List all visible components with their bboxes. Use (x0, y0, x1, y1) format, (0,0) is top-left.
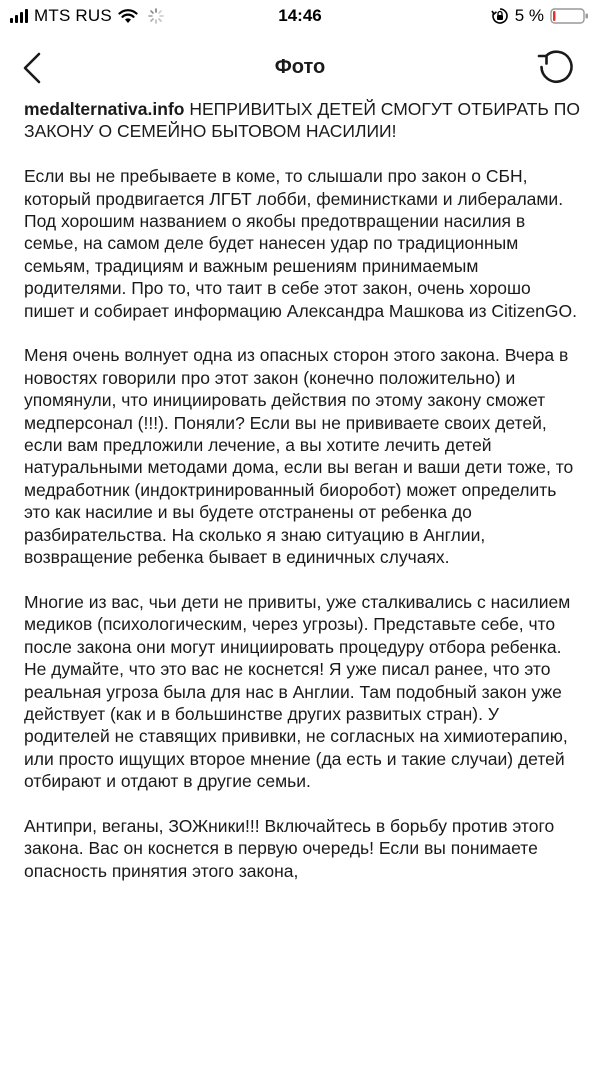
status-right (491, 6, 590, 26)
post-lead (24, 98, 580, 143)
refresh-button[interactable] (532, 44, 578, 90)
status-time: 14:46 (278, 6, 322, 25)
nav-bar (0, 34, 600, 102)
post-paragraph: Многие из вас, чьи дети не привиты, уже сталкивались с насилием медиков (психологическим, через угрозы). Представьте себе, что после закона они могут инициировать процедуру отбора ребенка. Не думайте, что это вас не коснется! Я уже писал ранее, что это реальная угроза была для нас в Англии. Там подобный закон уже действует (как и в большинстве других развитых стран). У родителей не ставящих прививки, не согласных на химиотерапию, или просто ищущих второе мнение (да есть и такие случаи) детей отбирают и отдают в другие семьи. (24, 591, 571, 792)
rotation-lock-icon (491, 7, 509, 25)
post-source-link[interactable]: medalternativa.info (24, 99, 185, 119)
page-title: Фото (274, 56, 326, 78)
battery-percent: 5 % (514, 6, 544, 25)
post-paragraph: Если вы не пребываете в коме, то слышали про закон о СБН, который продвигается ЛГБТ лобби, феминистками и либералами. Под хорошим названием о якобы предотвращении насилия в семье, на самом деле будет нанесен удар по традиционным семьям, традициям и важным решениям принимаемым родителями. Про то, что таит в себе этот закон, очень хорошо пишет и собирает информацию Александра Машкова из CitizenGO. (24, 166, 578, 321)
refresh-icon (535, 47, 575, 87)
status-bar (0, 0, 600, 34)
post-paragraph: Меня очень волнует одна из опасных сторон этого закона. Вчера в новостях говорили про этот закон (конечно положительно) и упомянули, что инициировать действия по этому закону сможет медперсонал (!!!). Поняли? Если вы не прививаете своих детей, если вам предложили лечение, а вы хотите лечить детей натуральными методами дома, если вы веган и ваши дети тоже, то медработник (индоктринированный биоробот) может определить это как насилие и вы будете отстранены от ребенка до разбирательства. На сколько я знаю ситуацию в Англии, возвращение ребенка бывает в единичных случаях. (24, 345, 574, 568)
battery-icon (550, 7, 590, 25)
post-paragraph: Антипри, веганы, ЗОЖники!!! Включайтесь в борьбу против этого закона. Вас он коснется в первую очередь! Если вы понимаете опасность принятия этого закона, (24, 815, 555, 881)
post-content (24, 96, 580, 1066)
post-lead-text: НЕПРИВИТЫХ ДЕТЕЙ СМОГУТ ОТБИРАТЬ ПО ЗАКОНУ О СЕМЕЙНО БЫТОВОМ НАСИЛИИ! (24, 99, 580, 142)
battery-fill (553, 11, 555, 21)
carrier-name: MTS RUS (34, 6, 112, 25)
